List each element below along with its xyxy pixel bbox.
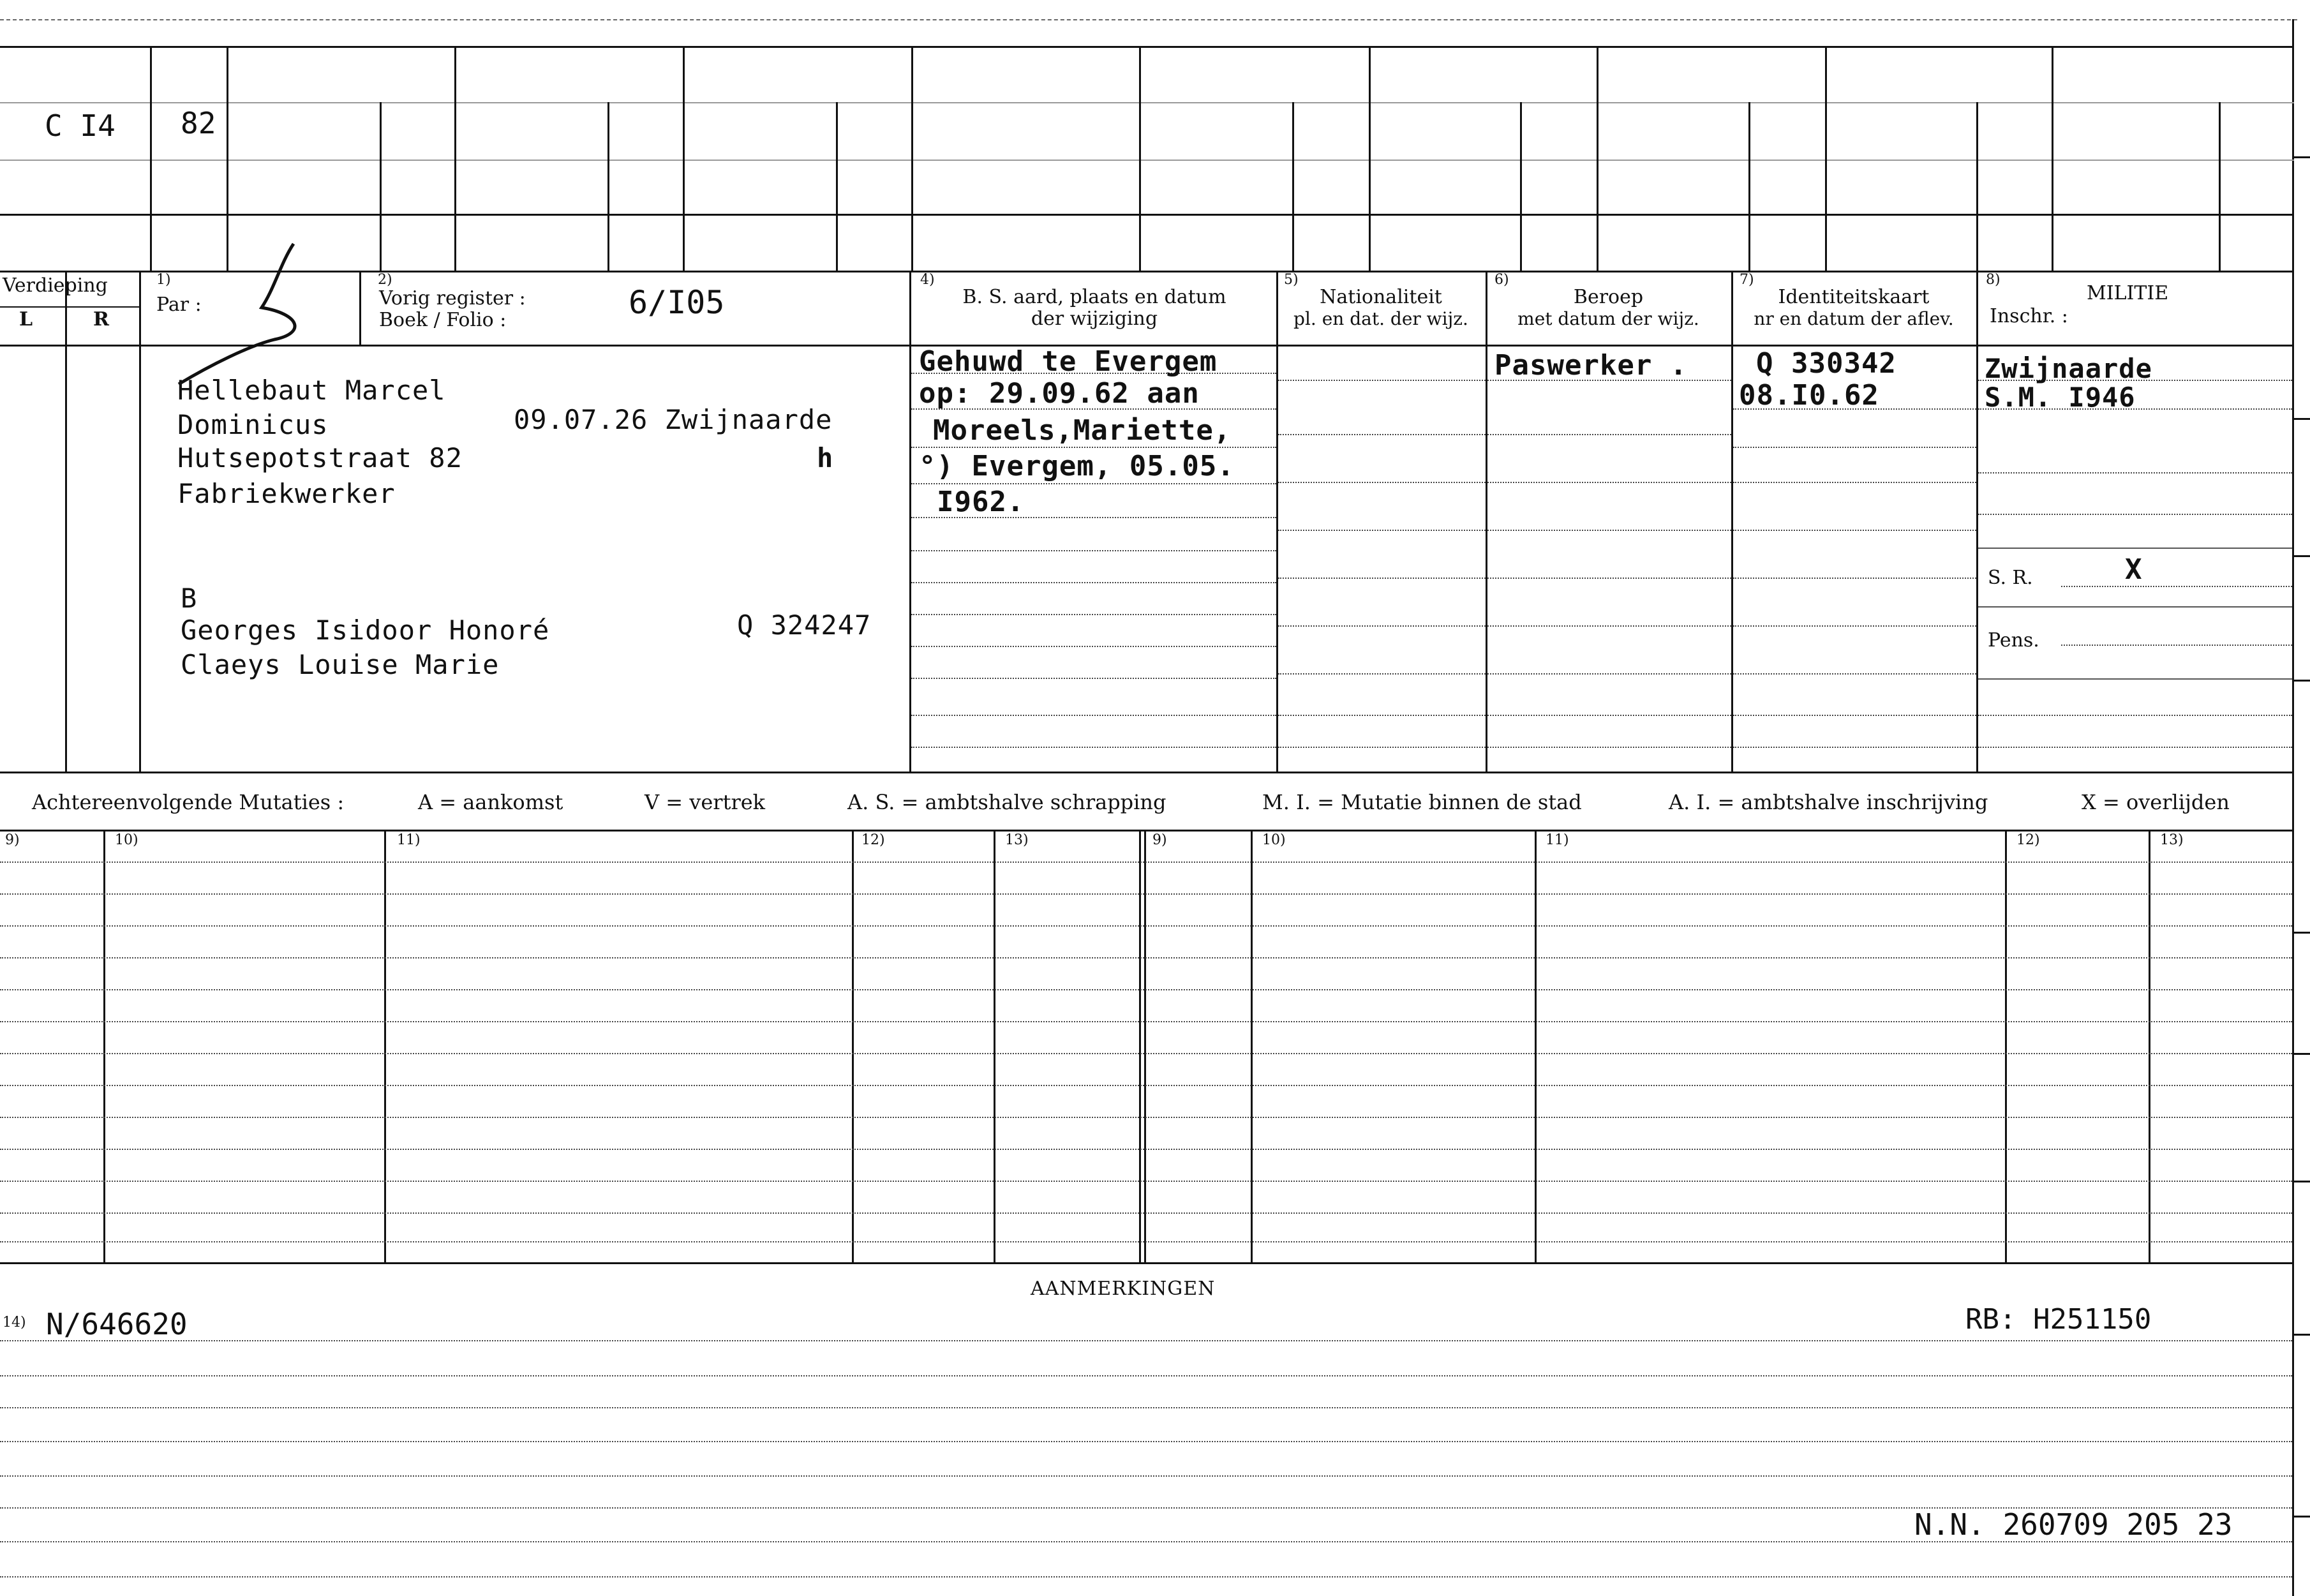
nat-label-2: pl. en dat. der wijz. xyxy=(1293,308,1468,329)
par-label: Par : xyxy=(156,294,202,316)
id-label-1: Identiteitskaart xyxy=(1778,286,1930,308)
beroep-label-2: met datum der wijz. xyxy=(1517,308,1699,329)
pens-label: Pens. xyxy=(1988,629,2039,652)
aanmerkingen-num: 14) xyxy=(3,1315,26,1331)
nat-num: 5) xyxy=(1284,272,1299,288)
mut-col-13: 13) xyxy=(1005,832,1029,848)
person-birth: 09.07.26 Zwijnaarde xyxy=(514,404,833,435)
house-number: 82 xyxy=(181,106,216,140)
mut-col-12: 12) xyxy=(861,832,885,848)
mut-col-9: 9) xyxy=(5,832,20,848)
mother-name: Claeys Louise Marie xyxy=(181,649,500,680)
bs-label-2: der wijziging xyxy=(1031,308,1158,330)
father-name: Georges Isidoor Honoré xyxy=(181,615,550,646)
mut-col-9b: 9) xyxy=(1152,832,1167,848)
person-id-number: Q 324247 xyxy=(737,609,872,641)
legend-mutatie-stad: M. I. = Mutatie binnen de stad xyxy=(1262,790,1582,814)
legend-schrapping: A. S. = ambtshalve schrapping xyxy=(847,790,1166,814)
person-given-name: Dominicus xyxy=(177,409,329,440)
mut-col-12b: 12) xyxy=(2016,832,2040,848)
id-entry-number: Q 330342 xyxy=(1756,347,1896,380)
vorig-num: 2) xyxy=(378,272,392,288)
bs-line-2: op: 29.09.62 aan xyxy=(919,377,1200,410)
militie-inschr: Inschr. : xyxy=(1990,305,2068,327)
beroep-entry: Paswerker . xyxy=(1494,349,1688,382)
beroep-num: 6) xyxy=(1494,272,1509,288)
id-num: 7) xyxy=(1740,272,1754,288)
bs-num: 4) xyxy=(920,272,935,288)
boek-label: Boek / Folio : xyxy=(379,309,507,331)
id-label-2: nr en datum der aflev. xyxy=(1754,308,1954,329)
militie-year: S.M. I946 xyxy=(1985,382,2136,413)
mutaties-title: Achtereenvolgende Mutaties : xyxy=(32,790,345,814)
sr-label: S. R. xyxy=(1988,567,2033,589)
mut-col-10: 10) xyxy=(115,832,138,848)
bs-line-1: Gehuwd te Evergem xyxy=(919,345,1218,378)
register-code: C I4 xyxy=(45,108,116,143)
rb-number: RB: H251150 xyxy=(1965,1303,2152,1336)
aanmerkingen-value: N/646620 xyxy=(46,1307,188,1341)
verdieping-left: L xyxy=(19,308,33,331)
verdieping-right: R xyxy=(93,308,109,331)
parents-label: B xyxy=(181,583,198,614)
verdieping-title: Verdieping xyxy=(3,274,108,297)
bs-line-4: °) Evergem, 05.05. xyxy=(919,450,1235,482)
militie-title: MILITIE xyxy=(2087,282,2169,304)
bs-label-1: B. S. aard, plaats en datum xyxy=(962,286,1226,308)
bs-line-5: I962. xyxy=(937,486,1025,518)
id-entry-date: 08.I0.62 xyxy=(1739,379,1879,412)
par-num: 1) xyxy=(156,272,171,288)
bs-line-3: Moreels,Mariette, xyxy=(933,414,1232,447)
vorig-label: Vorig register : xyxy=(379,287,526,310)
person-address: Hutsepotstraat 82 xyxy=(177,442,463,474)
legend-overlijden: X = overlijden xyxy=(2082,790,2230,814)
mut-col-11: 11) xyxy=(397,832,421,848)
person-occupation: Fabriekwerker xyxy=(177,478,396,509)
nat-label-1: Nationaliteit xyxy=(1320,286,1442,308)
aanmerkingen-title: AANMERKINGEN xyxy=(1031,1278,1216,1300)
militie-num: 8) xyxy=(1986,272,2001,288)
sr-mark: X xyxy=(2125,553,2143,586)
beroep-label-1: Beroep xyxy=(1573,286,1644,308)
person-mark: h xyxy=(817,442,834,474)
person-name: Hellebaut Marcel xyxy=(177,375,446,406)
mut-col-13b: 13) xyxy=(2160,832,2184,848)
vorig-value: 6/I05 xyxy=(629,284,725,321)
mut-col-10b: 10) xyxy=(1262,832,1286,848)
legend-aankomst: A = aankomst xyxy=(418,790,563,814)
legend-vertrek: V = vertrek xyxy=(645,790,766,814)
militie-place: Zwijnaarde xyxy=(1985,353,2152,384)
legend-inschrijving: A. I. = ambtshalve inschrijving xyxy=(1669,790,1988,814)
nn-number: N.N. 260709 205 23 xyxy=(1914,1507,2233,1542)
mut-col-11b: 11) xyxy=(1546,832,1569,848)
handwritten-mark-icon xyxy=(172,237,319,397)
